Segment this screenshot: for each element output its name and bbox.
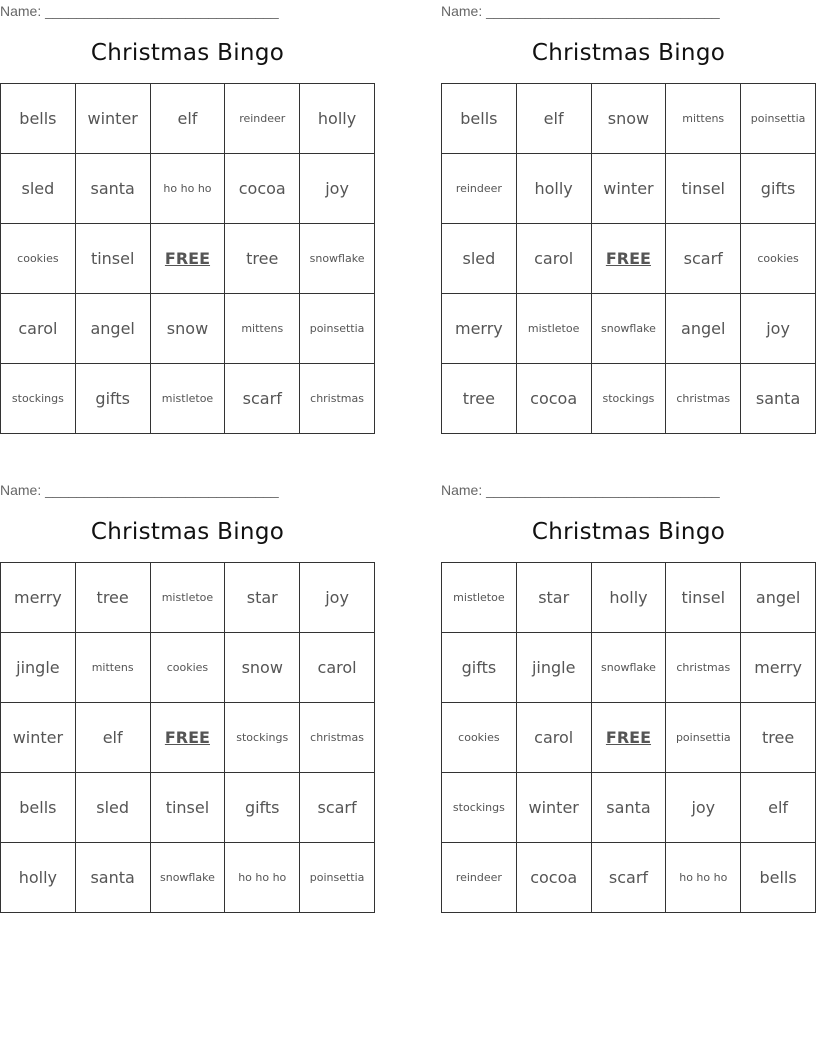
name-field[interactable]: Name: ______________________________ — [441, 482, 720, 498]
bingo-cell: santa — [741, 364, 816, 434]
bingo-cell: holly — [516, 154, 591, 224]
bingo-cell: tinsel — [75, 224, 150, 294]
free-space: FREE — [591, 224, 666, 294]
bingo-cell: poinsettia — [300, 843, 375, 913]
bingo-cell: santa — [75, 154, 150, 224]
card-title: Christmas Bingo — [90, 40, 285, 66]
bingo-cell: snow — [591, 84, 666, 154]
bingo-cell: sled — [75, 773, 150, 843]
grid-row — [1, 843, 375, 913]
bingo-cell: stockings — [1, 364, 76, 434]
grid-row — [1, 364, 375, 434]
card-title: Christmas Bingo — [531, 40, 726, 66]
bingo-cell: elf — [150, 84, 225, 154]
bingo-cell: tree — [741, 703, 816, 773]
bingo-cell: angel — [75, 294, 150, 364]
bingo-cell: angel — [666, 294, 741, 364]
bingo-cell: gifts — [225, 773, 300, 843]
bingo-cell: elf — [75, 703, 150, 773]
grid-row — [1, 224, 375, 294]
bingo-cell: poinsettia — [666, 703, 741, 773]
bingo-cell: mistletoe — [442, 563, 517, 633]
grid-row — [442, 703, 816, 773]
name-field[interactable]: Name: ______________________________ — [0, 3, 279, 19]
bingo-cell: snowflake — [591, 633, 666, 703]
grid-row — [1, 773, 375, 843]
bingo-cell: scarf — [666, 224, 741, 294]
bingo-cell: gifts — [75, 364, 150, 434]
name-field[interactable]: Name: ______________________________ — [0, 482, 279, 498]
name-field[interactable]: Name: ______________________________ — [441, 3, 720, 19]
grid-row — [442, 364, 816, 434]
bingo-cell: carol — [1, 294, 76, 364]
bingo-cell: bells — [741, 843, 816, 913]
bingo-cell: merry — [442, 294, 517, 364]
grid-row — [1, 84, 375, 154]
bingo-cell: joy — [300, 563, 375, 633]
bingo-cell: tree — [225, 224, 300, 294]
bingo-cell: stockings — [225, 703, 300, 773]
bingo-cell: tinsel — [150, 773, 225, 843]
bingo-cell: reindeer — [442, 154, 517, 224]
bingo-cell: scarf — [591, 843, 666, 913]
bingo-cell: tinsel — [666, 563, 741, 633]
bingo-cell: star — [225, 563, 300, 633]
grid-row — [442, 294, 816, 364]
bingo-cell: jingle — [1, 633, 76, 703]
bingo-cell: snow — [225, 633, 300, 703]
grid-row — [1, 703, 375, 773]
bingo-cell: winter — [1, 703, 76, 773]
bingo-cell: mittens — [666, 84, 741, 154]
grid-row — [1, 633, 375, 703]
grid-row — [442, 224, 816, 294]
bingo-cell: winter — [591, 154, 666, 224]
bingo-cell: snowflake — [150, 843, 225, 913]
bingo-cell: poinsettia — [741, 84, 816, 154]
grid-row — [1, 563, 375, 633]
bingo-cell: cookies — [150, 633, 225, 703]
grid-row — [442, 154, 816, 224]
bingo-cell: jingle — [516, 633, 591, 703]
bingo-cell: poinsettia — [300, 294, 375, 364]
bingo-cell: mistletoe — [516, 294, 591, 364]
bingo-cell: mistletoe — [150, 364, 225, 434]
grid-row — [442, 773, 816, 843]
bingo-cell: ho ho ho — [225, 843, 300, 913]
bingo-cell: scarf — [225, 364, 300, 434]
bingo-cell: holly — [1, 843, 76, 913]
bingo-cell: christmas — [300, 703, 375, 773]
grid-row — [442, 84, 816, 154]
bingo-cell: ho ho ho — [666, 843, 741, 913]
bingo-cell: stockings — [591, 364, 666, 434]
bingo-cell: gifts — [741, 154, 816, 224]
bingo-cell: snowflake — [591, 294, 666, 364]
free-space: FREE — [150, 703, 225, 773]
bingo-grid — [0, 562, 375, 913]
bingo-cell: snow — [150, 294, 225, 364]
bingo-cell: carol — [516, 703, 591, 773]
bingo-cell: star — [516, 563, 591, 633]
bingo-cell: tree — [442, 364, 517, 434]
bingo-cell: cocoa — [225, 154, 300, 224]
grid-row — [1, 154, 375, 224]
free-space: FREE — [150, 224, 225, 294]
free-space: FREE — [591, 703, 666, 773]
bingo-cell: reindeer — [225, 84, 300, 154]
bingo-cell: christmas — [300, 364, 375, 434]
bingo-cell: christmas — [666, 633, 741, 703]
bingo-cell: bells — [1, 773, 76, 843]
bingo-cell: bells — [1, 84, 76, 154]
bingo-cell: santa — [591, 773, 666, 843]
bingo-cell: joy — [300, 154, 375, 224]
bingo-cell: joy — [741, 294, 816, 364]
bingo-cell: winter — [75, 84, 150, 154]
bingo-cell: stockings — [442, 773, 517, 843]
bingo-cell: carol — [516, 224, 591, 294]
bingo-cell: angel — [741, 563, 816, 633]
bingo-cell: tree — [75, 563, 150, 633]
bingo-cell: winter — [516, 773, 591, 843]
grid-row — [442, 563, 816, 633]
bingo-cell: snowflake — [300, 224, 375, 294]
bingo-cell: christmas — [666, 364, 741, 434]
bingo-cell: cocoa — [516, 843, 591, 913]
bingo-cell: santa — [75, 843, 150, 913]
bingo-grid — [0, 83, 375, 434]
bingo-cell: cookies — [1, 224, 76, 294]
bingo-cell: elf — [741, 773, 816, 843]
grid-row — [442, 633, 816, 703]
bingo-cell: reindeer — [442, 843, 517, 913]
bingo-cell: cocoa — [516, 364, 591, 434]
grid-row — [1, 294, 375, 364]
bingo-cell: bells — [442, 84, 517, 154]
bingo-cell: gifts — [442, 633, 517, 703]
bingo-cell: cookies — [741, 224, 816, 294]
bingo-cell: holly — [591, 563, 666, 633]
bingo-cell: mittens — [75, 633, 150, 703]
bingo-cell: mistletoe — [150, 563, 225, 633]
bingo-cell: carol — [300, 633, 375, 703]
card-title: Christmas Bingo — [531, 519, 726, 545]
bingo-cell: mittens — [225, 294, 300, 364]
card-title: Christmas Bingo — [90, 519, 285, 545]
bingo-grid — [441, 83, 816, 434]
bingo-cell: sled — [1, 154, 76, 224]
bingo-cell: holly — [300, 84, 375, 154]
grid-row — [442, 843, 816, 913]
bingo-cell: joy — [666, 773, 741, 843]
bingo-cell: cookies — [442, 703, 517, 773]
bingo-grid — [441, 562, 816, 913]
bingo-cell: tinsel — [666, 154, 741, 224]
bingo-cell: merry — [1, 563, 76, 633]
bingo-cell: merry — [741, 633, 816, 703]
bingo-cell: scarf — [300, 773, 375, 843]
bingo-cell: elf — [516, 84, 591, 154]
bingo-cell: sled — [442, 224, 517, 294]
bingo-cell: ho ho ho — [150, 154, 225, 224]
